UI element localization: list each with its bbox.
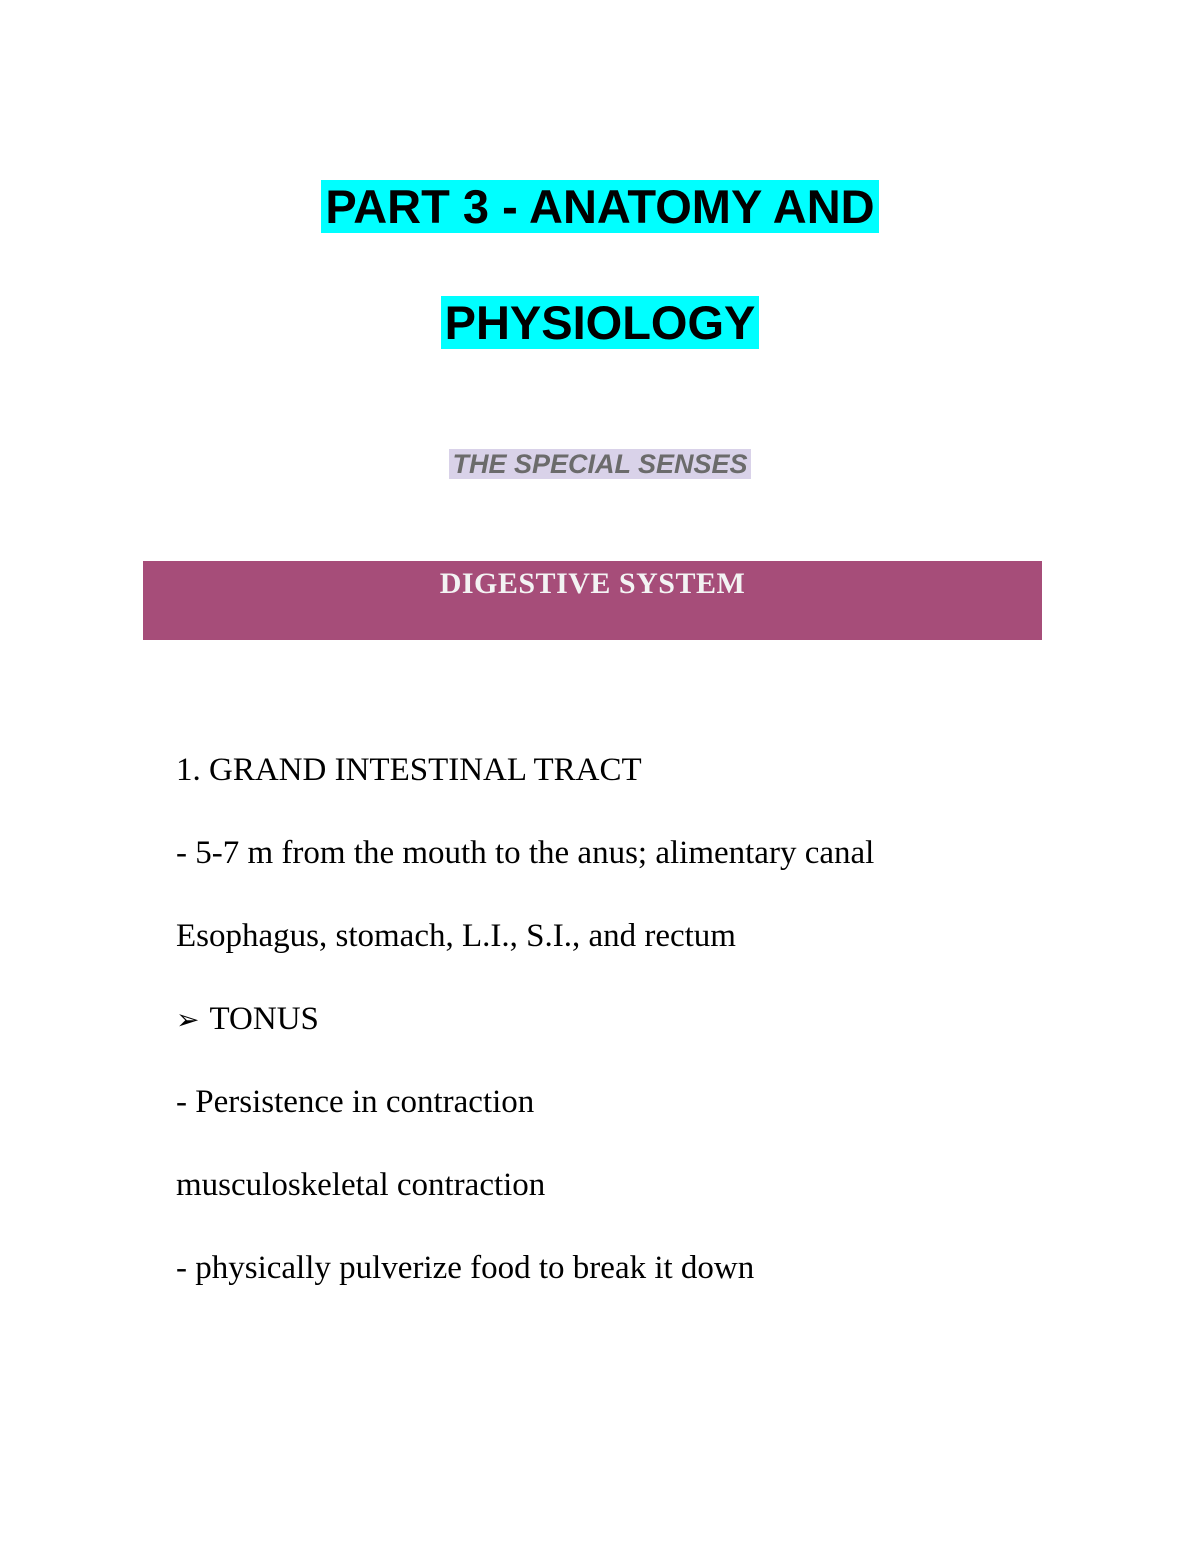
page-subtitle-text: THE SPECIAL SENSES [449,449,750,479]
page-title-line-2 [0,294,1200,352]
arrow-bullet-icon: ➢ [176,1003,200,1036]
page-subtitle [0,446,1200,482]
body-line-organs: Esophagus, stomach, L.I., S.I., and rectum [176,918,736,954]
bullet-item-tonus [176,999,319,1040]
body-line-musculoskeletal: musculoskeletal contraction [176,1167,546,1203]
bullet-item-tonus-label: TONUS [209,1001,319,1037]
body-line-pulverize: - physically pulverize food to break it down [176,1250,755,1286]
body-line-length: - 5-7 m from the mouth to the anus; alimentary canal [176,835,875,871]
body-heading-grand-intestinal-tract: 1. GRAND INTESTINAL TRACT [176,752,642,788]
body-line-persistence: - Persistence in contraction [176,1084,535,1120]
section-banner-title: DIGESTIVE SYSTEM [439,567,746,600]
page-title-line-1 [0,178,1200,236]
page-title-line-1-text: PART 3 - ANATOMY AND [321,180,878,233]
section-banner [143,561,1042,640]
page-title-line-2-text: PHYSIOLOGY [441,296,760,349]
